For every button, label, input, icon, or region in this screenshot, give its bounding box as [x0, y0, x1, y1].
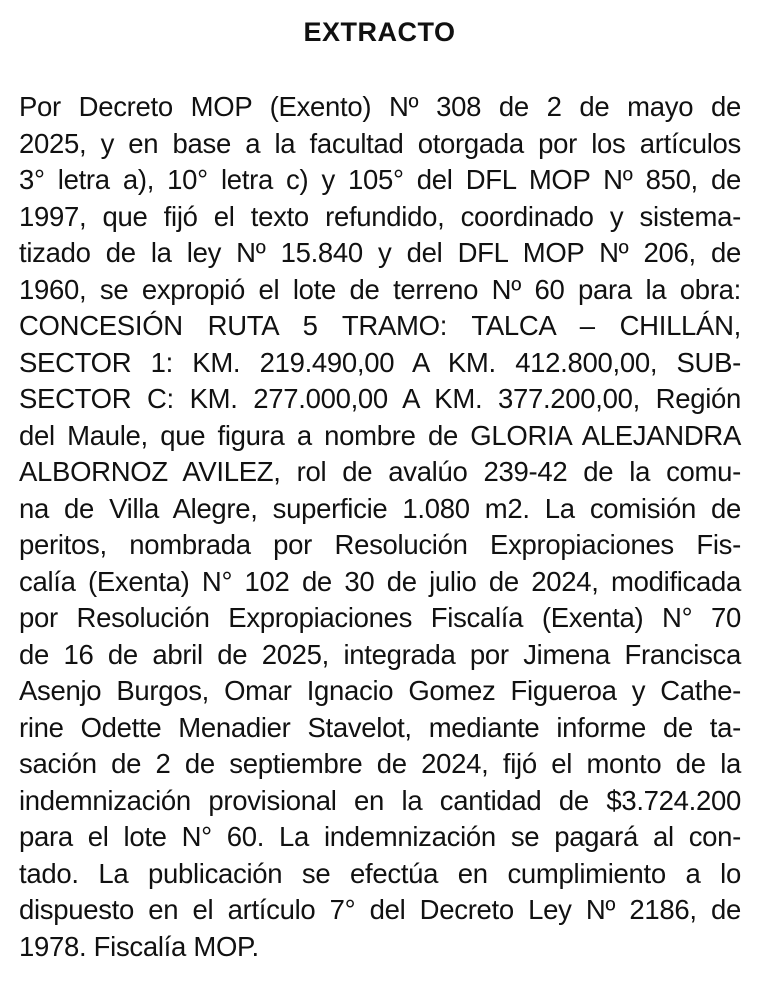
- body-line: de 16 de abril de 2025, integrada por Jimena Francisca: [19, 638, 741, 670]
- body-line: calía (Exenta) N° 102 de 30 de julio de 2024, modificada: [19, 565, 741, 597]
- body-line: na de Villa Alegre, superficie 1.080 m2. La comisión de: [19, 492, 741, 524]
- body-line: CONCESIÓN RUTA 5 TRAMO: TALCA – CHILLÁN,: [19, 310, 741, 341]
- body-line: ALBORNOZ AVILEZ, rol de avalúo 239-42 de la comu-: [19, 456, 741, 487]
- body-line: 1960, se expropió el lote de terreno Nº 60 para la obra:: [19, 273, 741, 305]
- body-line-last: 1978. Fiscalía MOP.: [19, 930, 259, 962]
- extract-body: [19, 89, 741, 965]
- body-line: dispuesto en el artículo 7° del Decreto Ley Nº 2186, de: [19, 894, 741, 925]
- body-line: tizado de la ley Nº 15.840 y del DFL MOP Nº 206, de: [19, 237, 741, 268]
- body-line: Por Decreto MOP (Exento) Nº 308 de 2 de mayo de: [19, 91, 741, 122]
- body-line: para el lote N° 60. La indemnización se pagará al con-: [19, 821, 741, 852]
- body-line: sación de 2 de septiembre de 2024, fijó el monto de la: [19, 748, 741, 779]
- body-line: 2025, y en base a la facultad otorgada por los artículos: [19, 127, 741, 159]
- body-line: SECTOR C: KM. 277.000,00 A KM. 377.200,00, Región: [19, 383, 741, 414]
- document-title: EXTRACTO: [303, 17, 456, 47]
- body-line: Asenjo Burgos, Omar Ignacio Gomez Figueroa y Cathe-: [19, 675, 741, 706]
- body-line: por Resolución Expropiaciones Fiscalía (Exenta) N° 70: [19, 602, 741, 633]
- body-line: 3° letra a), 10° letra c) y 105° del DFL MOP Nº 850, de: [19, 164, 741, 195]
- body-line: del Maule, que figura a nombre de GLORIA ALEJANDRA: [19, 419, 741, 451]
- body-line: SECTOR 1: KM. 219.490,00 A KM. 412.800,00, SUB-: [19, 346, 741, 378]
- body-line: indemnización provisional en la cantidad de $3.724.200: [19, 784, 741, 816]
- body-line: rine Odette Menadier Stavelot, mediante informe de ta-: [19, 711, 741, 743]
- body-line: 1997, que fijó el texto refundido, coordinado y sistema-: [19, 200, 741, 232]
- body-line: peritos, nombrada por Resolución Expropiaciones Fis-: [19, 529, 741, 560]
- body-line: tado. La publicación se efectúa en cumplimiento a lo: [19, 857, 741, 889]
